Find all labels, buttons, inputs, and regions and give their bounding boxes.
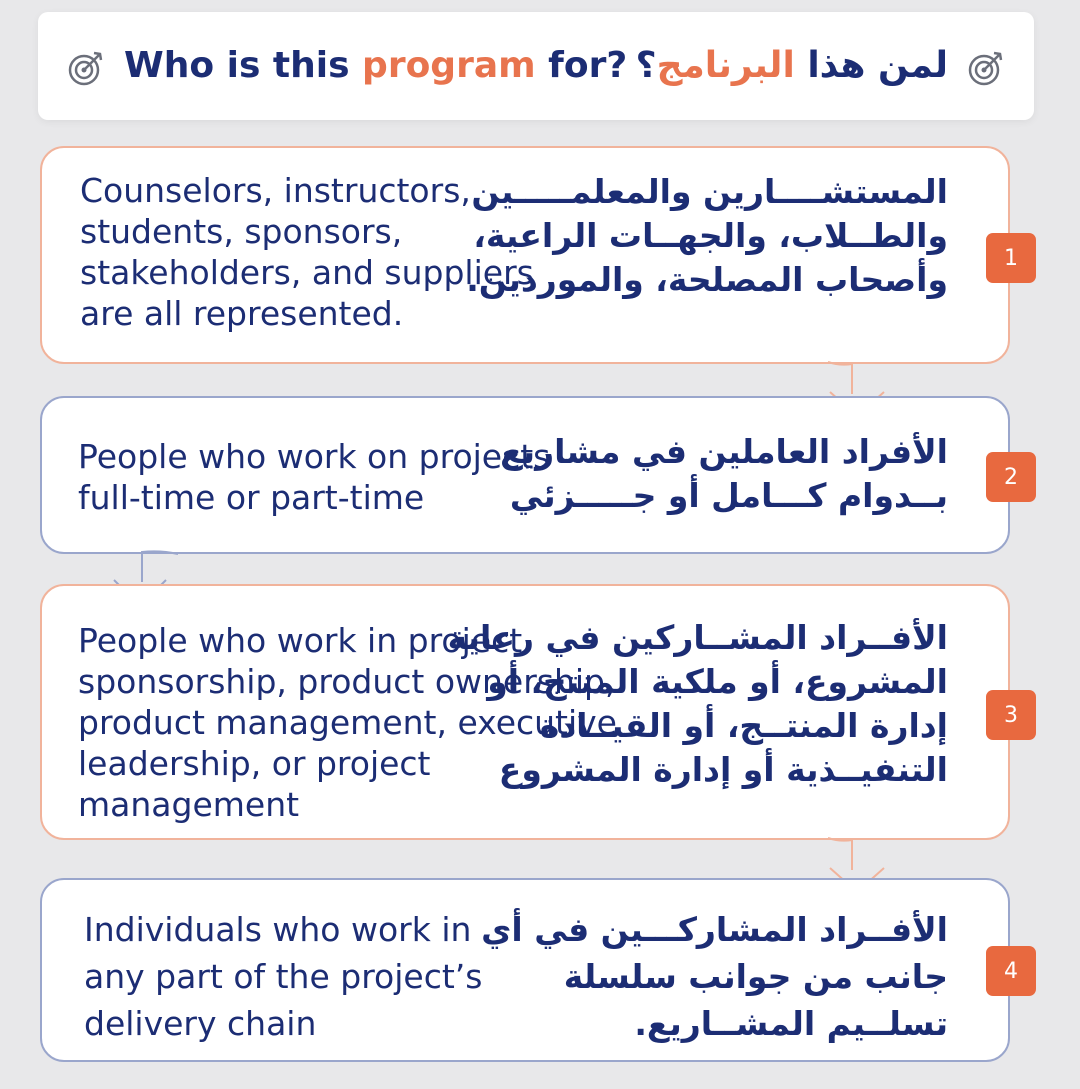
title-arabic: لمن هذا البرنامج؟	[635, 45, 948, 86]
title-arabic-accent: البرنامج	[656, 45, 795, 86]
card-4-arabic-text: الأفــراد المشاركـــين في أي جانب من جوانب سلسلة تسلــيم المشــاريع.	[481, 910, 948, 1043]
card-3-english-text: People who work in project sponsorship, product ownership, product management, executive leadership, or project management	[78, 621, 617, 824]
card-1-number-badge: 1	[986, 233, 1036, 283]
card-3-number-badge: 3	[986, 690, 1036, 740]
card-1-arabic-text: المستشــــارين والمعلمـــــين والطــلاب، والجهــات الراعية، وأصحاب المصلحة، والموردين.	[466, 172, 948, 299]
card-3-arabic-text: الأفــراد المشــاركين في رعاية المشروع، أو ملكية المنتج، أو إدارة المنتــج، أو القيــادة التنفيــذية أو إدارة المشروع	[447, 618, 948, 789]
audience-card-3	[40, 584, 1010, 840]
header-banner	[38, 12, 1034, 120]
audience-card-2	[40, 396, 1010, 554]
card-1-english-text: Counselors, instructors, students, sponsors, stakeholders, and suppliers are all represented.	[80, 171, 534, 333]
card-2-arabic-text: الأفراد العاملين في مشاريع بــدوام كـــامل أو جـــــزئي	[500, 432, 948, 515]
target-dart-icon	[966, 48, 1006, 88]
card-4-number-badge: 4	[986, 946, 1036, 996]
target-dart-icon	[66, 48, 106, 88]
card-2-number-badge: 2	[986, 452, 1036, 502]
audience-card-1	[40, 146, 1010, 364]
title-english: Who is this program for?	[124, 45, 628, 86]
card-4-english-text: Individuals who work in any part of the project’s delivery chain	[84, 910, 483, 1043]
card-2-english-text: People who work on projects full-time or part-time	[78, 437, 551, 517]
title-english-accent: program	[362, 45, 536, 86]
audience-card-4	[40, 878, 1010, 1062]
